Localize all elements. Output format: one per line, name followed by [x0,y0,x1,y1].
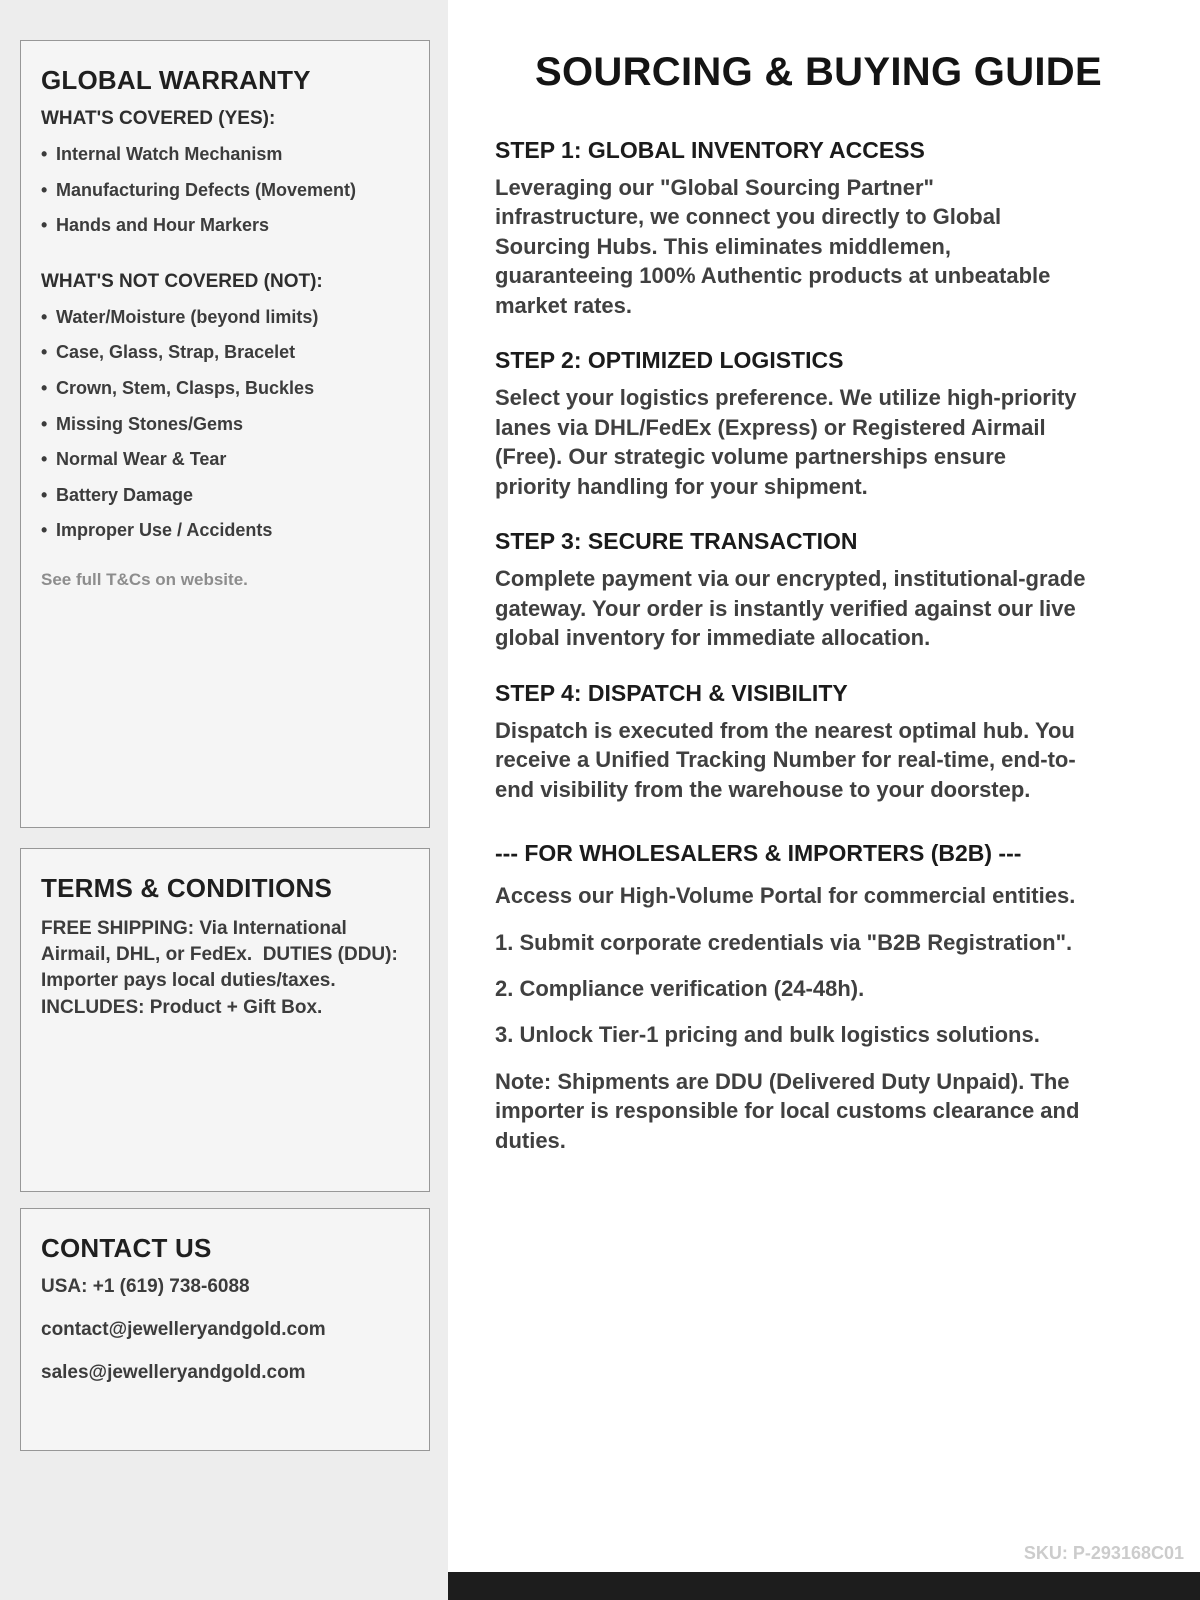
terms-title: TERMS & CONDITIONS [41,873,333,903]
b2b-section [495,840,1142,1155]
list-item: • Normal Wear & Tear [41,449,409,471]
step-1-section [495,137,1087,320]
step-4-body: Dispatch is executed from the nearest optimal hub. You receive a Unified Tracking Number for real-time, end-to-end visibility from the warehouse to your doorstep. [495,717,1076,802]
warranty-footnote: See full T&Cs on website. [41,569,248,589]
terms-body: FREE SHIPPING: Via International Airmail, DHL, or FedEx. DUTIES (DDU): Importer pays local duties/taxes. INCLUDES: Product + Gift Box. [41,918,404,1018]
contact-email-primary: contact@jewelleryandgold.com [41,1319,326,1340]
contact-phone: USA: +1 (619) 738-6088 [41,1276,250,1297]
step-3-heading: STEP 3: SECURE TRANSACTION [495,528,858,555]
list-item: • Improper Use / Accidents [41,520,409,542]
list-item: • Internal Watch Mechanism [41,144,409,166]
not-covered-heading: WHAT'S NOT COVERED (NOT): [41,270,323,292]
b2b-item: 3. Unlock Tier-1 pricing and bulk logistics solutions. [495,1022,1040,1048]
sku-label: SKU: P-293168C01 [1023,1543,1184,1563]
step-4-section [495,680,1087,804]
main-content [448,0,1200,1600]
b2b-heading: --- FOR WHOLESALERS & IMPORTERS (B2B) --- [495,840,1022,867]
b2b-item: 1. Submit corporate credentials via "B2B Registration". [495,929,1073,955]
not-covered-list [41,307,409,542]
contact-email-sales: sales@jewelleryandgold.com [41,1362,306,1383]
step-3-section [495,528,1087,652]
warranty-title: GLOBAL WARRANTY [41,65,311,95]
footer-bar [448,1572,1200,1600]
list-item: • Hands and Hour Markers [41,215,409,237]
step-3-body: Complete payment via our encrypted, institutional-grade gateway. Your order is instantly verified against our live global inventory for immediate allocation. [495,566,1086,651]
list-item: • Case, Glass, Strap, Bracelet [41,342,409,364]
list-item: • Manufacturing Defects (Movement) [41,180,409,202]
sidebar [0,0,448,1600]
list-item: • Crown, Stem, Clasps, Buckles [41,378,409,400]
step-2-body: Select your logistics preference. We utilize high-priority lanes via DHL/FedEx (Express) or Registered Airmail (Free). Our strategic volume partnerships ensure priority handling for your shipment. [495,385,1077,499]
covered-list [41,144,409,237]
step-2-heading: STEP 2: OPTIMIZED LOGISTICS [495,347,844,374]
contact-panel [20,1208,430,1451]
step-1-heading: STEP 1: GLOBAL INVENTORY ACCESS [495,137,925,163]
list-item: • Battery Damage [41,485,409,507]
covered-heading: WHAT'S COVERED (YES): [41,108,276,129]
terms-panel [20,848,430,1192]
contact-title: CONTACT US [41,1233,212,1263]
b2b-intro: Access our High-Volume Portal for commercial entities. [495,883,1076,909]
b2b-note: Note: Shipments are DDU (Delivered Duty Unpaid). The importer is responsible for local customs clearance and duties. [495,1068,1080,1153]
list-item: • Missing Stones/Gems [41,414,409,436]
step-2-section [495,347,1087,501]
page-title: SOURCING & BUYING GUIDE [535,50,1102,94]
list-item: • Water/Moisture (beyond limits) [41,307,409,329]
step-4-heading: STEP 4: DISPATCH & VISIBILITY [495,679,848,706]
b2b-item: 2. Compliance verification (24-48h). [495,975,865,1001]
warranty-panel [20,40,430,828]
step-1-body: Leveraging our "Global Sourcing Partner" infrastructure, we connect you directly to Global Sourcing Hubs. This eliminates middlemen, guaranteeing 100% Authentic products at unbeatable market rates. [495,175,1051,318]
